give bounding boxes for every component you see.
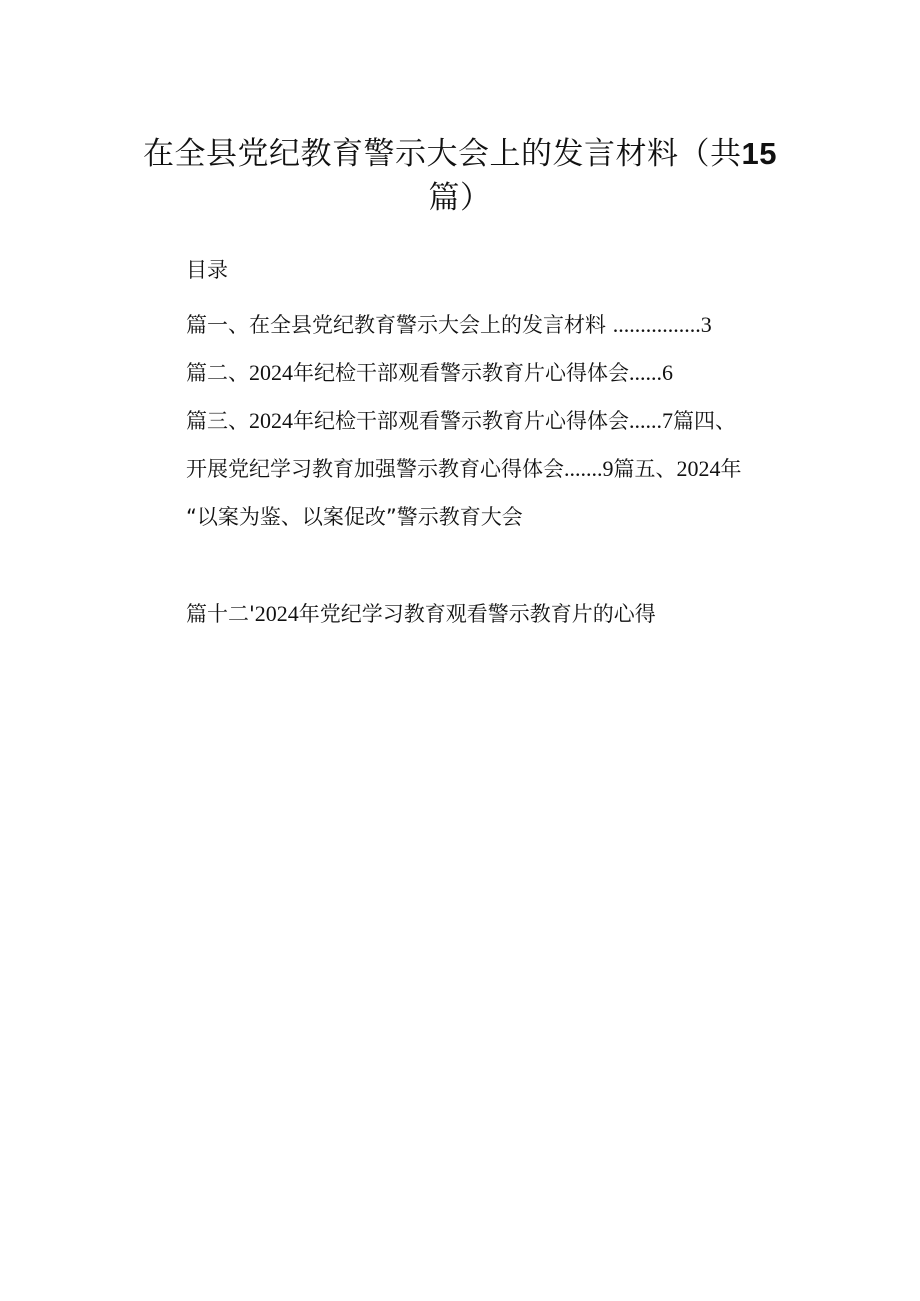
toc-heading: 目录: [186, 258, 228, 282]
toc-entry-12-text: 年党纪学习教育观看警示教育片的心得: [298, 602, 656, 626]
toc-entry-2[interactable]: [186, 349, 806, 397]
title-count: 15: [741, 136, 777, 171]
toc-entry-2-prefix: 篇二、: [186, 361, 249, 385]
toc-entry-12-prefix: 篇十二': [186, 602, 255, 626]
toc-entry-2-page: ......6: [629, 360, 673, 385]
toc-entry-3-page: ......7: [629, 408, 673, 433]
toc-entry-3-text: 年纪检干部观看警示教育片心得体会: [293, 409, 629, 433]
toc-entry-4-page: .......9: [564, 456, 614, 481]
toc-entry-4-end: 年: [720, 457, 742, 481]
toc-entry-5-text: “以案为鉴、以案促改”警示教育大会: [186, 505, 523, 529]
toc-entry-12[interactable]: [186, 599, 656, 629]
toc-entry-1-text: 篇一、在全县党纪教育警示大会上的发言材料: [186, 313, 606, 337]
title-text: 在全县党纪教育警示大会上的发言材料（共: [143, 136, 742, 172]
table-of-contents: [186, 301, 806, 541]
toc-entry-5[interactable]: [186, 493, 806, 541]
toc-entry-2-text: 年纪检干部观看警示教育片心得体会: [293, 361, 629, 385]
toc-entry-4-year: 2024: [676, 456, 721, 481]
toc-entry-4-tail: 篇五、: [613, 457, 677, 481]
toc-entry-4[interactable]: [186, 445, 806, 493]
toc-entry-1-page: ................3: [612, 312, 712, 337]
toc-entry-3-tail: 篇四、: [673, 409, 736, 433]
toc-entry-2-year: 2024: [249, 360, 293, 385]
toc-entry-12-year: 2024: [254, 601, 299, 626]
toc-entry-3-year: 2024: [249, 408, 293, 433]
document-title: [120, 132, 800, 220]
toc-entry-1[interactable]: [186, 301, 806, 349]
title-text-end: 篇）: [428, 180, 492, 216]
toc-entry-3[interactable]: [186, 397, 806, 445]
toc-entry-4-text: 开展党纪学习教育加强警示教育心得体会: [186, 457, 564, 481]
toc-entry-3-prefix: 篇三、: [186, 409, 249, 433]
